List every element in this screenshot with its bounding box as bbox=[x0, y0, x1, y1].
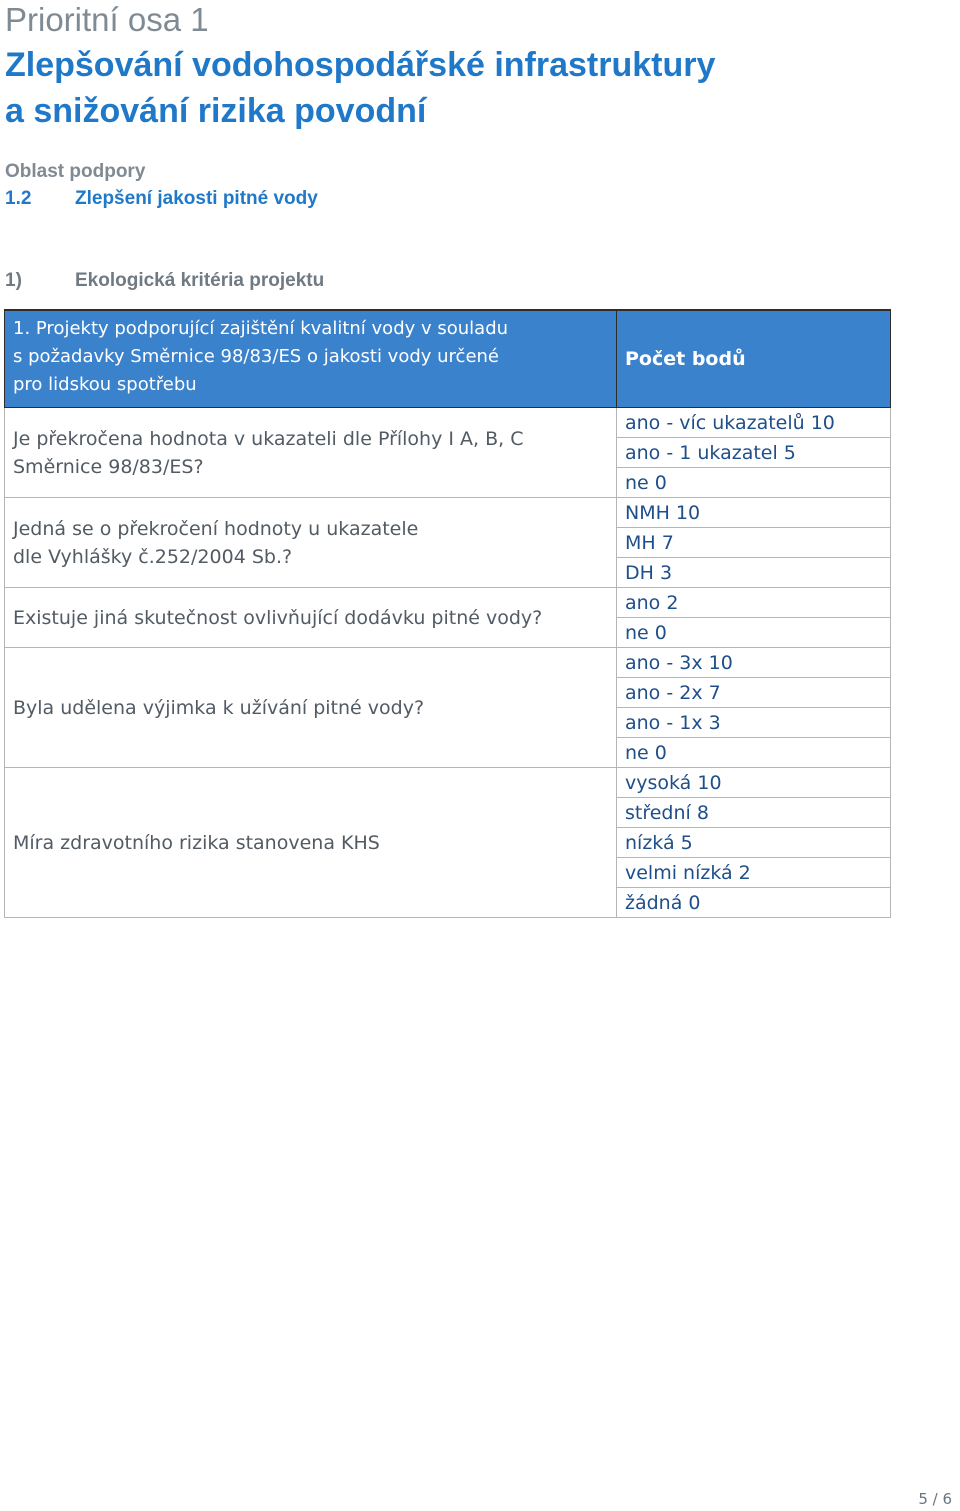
header-criterion-line-3: pro lidskou spotřebu bbox=[13, 374, 197, 395]
header-criterion-line-2: s požadavky Směrnice 98/83/ES o jakosti vody určené bbox=[13, 346, 500, 367]
option-cell: MH 7 bbox=[617, 528, 891, 558]
question-line-2: Směrnice 98/83/ES? bbox=[13, 455, 204, 478]
table-row bbox=[5, 498, 891, 528]
option-cell: ne 0 bbox=[617, 468, 891, 498]
table-header-row bbox=[5, 310, 891, 408]
priority-title: Prioritní osa 1 bbox=[5, 1, 209, 38]
option-cell: vysoká 10 bbox=[617, 768, 891, 798]
table-header-points: Počet bodů bbox=[617, 310, 891, 408]
option-cell: ano - 2x 7 bbox=[617, 678, 891, 708]
option-cell: ano - víc ukazatelů 10 bbox=[617, 408, 891, 438]
question-cell bbox=[5, 648, 617, 768]
section-heading bbox=[5, 268, 324, 294]
option-cell: ano - 1 ukazatel 5 bbox=[617, 438, 891, 468]
page-number: 5 / 6 bbox=[918, 1490, 952, 1508]
option-cell: ano - 3x 10 bbox=[617, 648, 891, 678]
option-cell: NMH 10 bbox=[617, 498, 891, 528]
section-title: Ekologická kritéria projektu bbox=[75, 270, 325, 291]
table-header-criterion bbox=[5, 310, 617, 408]
support-label: Oblast podpory bbox=[5, 161, 146, 182]
question-line-1: Je překročena hodnota v ukazateli dle Přílohy I A, B, C bbox=[13, 427, 524, 450]
question-cell bbox=[5, 498, 617, 588]
option-cell: nízká 5 bbox=[617, 828, 891, 858]
table-row bbox=[5, 588, 891, 618]
question-line-1: Míra zdravotního rizika stanovena KHS bbox=[13, 831, 380, 854]
support-area-number: 1.2 bbox=[5, 188, 32, 209]
support-area-name: Zlepšení jakosti pitné vody bbox=[75, 188, 318, 209]
table-row bbox=[5, 648, 891, 678]
question-line-1: Byla udělena výjimka k užívání pitné vody? bbox=[13, 696, 425, 719]
table-row bbox=[5, 768, 891, 798]
page-title bbox=[5, 42, 715, 134]
header-criterion-line-1: 1. Projekty podporující zajištění kvalitní vody v souladu bbox=[13, 318, 509, 339]
option-cell: velmi nízká 2 bbox=[617, 858, 891, 888]
option-cell: ne 0 bbox=[617, 618, 891, 648]
option-cell: žádná 0 bbox=[617, 888, 891, 918]
question-line-2: dle Vyhlášky č.252/2004 Sb.? bbox=[13, 545, 293, 568]
table-row bbox=[5, 408, 891, 438]
option-cell: ne 0 bbox=[617, 738, 891, 768]
option-cell: ano 2 bbox=[617, 588, 891, 618]
page-title-line-2: a snižování rizika povodní bbox=[5, 92, 427, 130]
question-cell bbox=[5, 588, 617, 648]
section-number: 1) bbox=[5, 270, 22, 291]
question-cell bbox=[5, 408, 617, 498]
option-cell: DH 3 bbox=[617, 558, 891, 588]
support-area bbox=[5, 186, 318, 212]
question-cell bbox=[5, 768, 617, 918]
option-cell: ano - 1x 3 bbox=[617, 708, 891, 738]
criteria-table bbox=[4, 309, 891, 918]
question-line-1: Existuje jiná skutečnost ovlivňující dodávku pitné vody? bbox=[13, 606, 543, 629]
question-line-1: Jedná se o překročení hodnoty u ukazatele bbox=[13, 517, 419, 540]
option-cell: střední 8 bbox=[617, 798, 891, 828]
page-title-line-1: Zlepšování vodohospodářské infrastruktury bbox=[5, 46, 716, 84]
